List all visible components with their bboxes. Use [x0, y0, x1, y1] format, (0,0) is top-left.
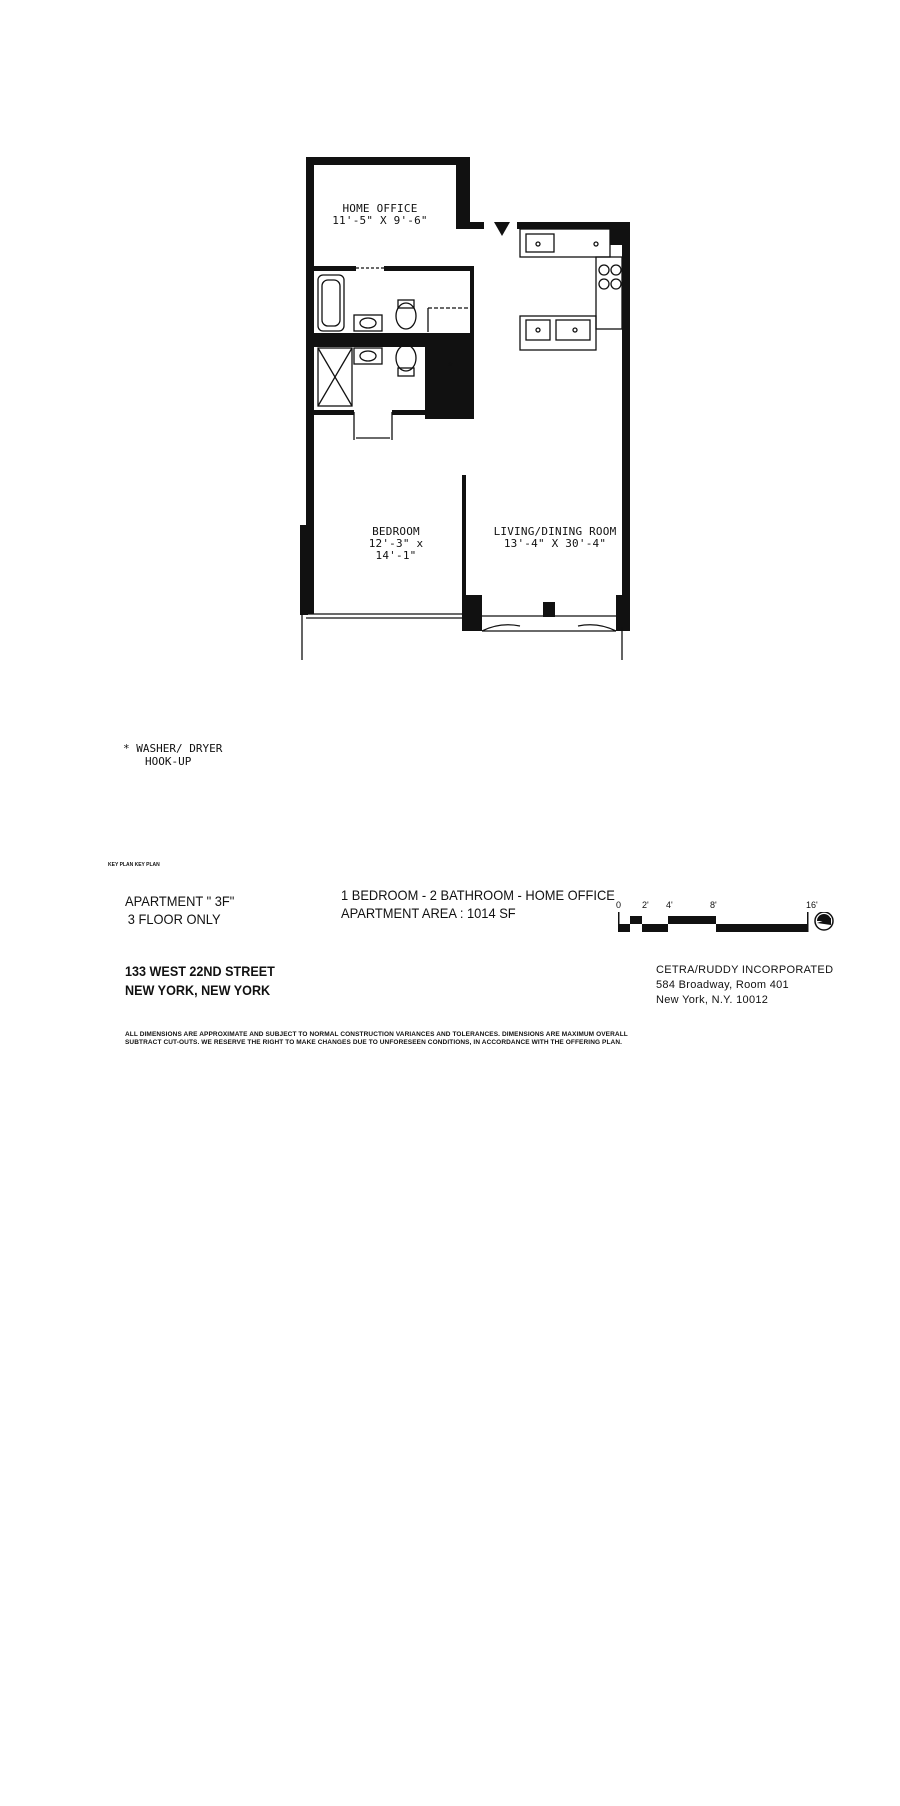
disclaimer-line1: ALL DIMENSIONS ARE APPROXIMATE AND SUBJECT TO NORMAL CONSTRUCTION VARIANCES AND TOLERANCES. DIMENSIONS ARE MAXIMUM OVERALL	[125, 1031, 628, 1038]
wall-top-office	[306, 157, 470, 165]
scale-tick-label: 0	[616, 900, 622, 910]
firm-city: New York, N.Y. 10012	[656, 994, 769, 1006]
address-city: NEW YORK, NEW YORK	[125, 982, 271, 998]
washer-dryer-note	[123, 742, 222, 768]
room-dimensions: 11'-5" X 9'-6"	[332, 214, 428, 227]
apartment-name: APARTMENT " 3F"	[125, 893, 235, 909]
wall-office-bath-b	[384, 266, 474, 271]
property-address	[125, 962, 275, 1000]
room-name: BEDROOM	[372, 525, 420, 538]
key-plan-caption: KEY PLAN KEY PLAN	[108, 862, 160, 868]
wall-bath-right	[470, 266, 474, 419]
apartment-id	[125, 892, 234, 928]
toilet-2	[396, 345, 416, 371]
wall-bedroom-top-b	[392, 410, 428, 415]
pier-left	[462, 595, 482, 631]
room-dimensions: 12'-3" x 14'-1"	[368, 537, 424, 562]
entry-arrow	[494, 222, 510, 236]
wall-office-bath-a	[314, 266, 356, 271]
room-living-dining	[488, 526, 622, 550]
washer-dryer-marker: *	[448, 359, 453, 373]
scale-bar	[614, 900, 834, 940]
stove-burner-4	[611, 279, 621, 289]
stove-burner-2	[611, 265, 621, 275]
scale-bar-graphic	[614, 912, 834, 940]
room-dimensions: 13'-4" X 30'-4"	[503, 537, 607, 550]
kitchen-counter-top	[520, 229, 610, 257]
stove-burner-3	[599, 279, 609, 289]
pier-right	[616, 595, 630, 631]
floor-plan	[0, 0, 900, 700]
wall-office-right-pier	[456, 157, 470, 229]
disclaimer-line2: SUBTRACT CUT-OUTS. WE RESERVE THE RIGHT TO MAKE CHANGES DUE TO UNFORESEEN CONDITIONS, IN ACCORDANCE WITH THE OFFERING PLAN.	[125, 1039, 623, 1046]
apartment-floor: 3 FLOOR ONLY	[127, 911, 221, 927]
scale-tick-label: 2'	[642, 900, 649, 910]
wall-top-living	[517, 222, 630, 229]
toilet-1	[396, 303, 416, 329]
disclaimer	[125, 1031, 628, 1047]
room-home-office	[330, 203, 430, 227]
north-arrow-icon	[815, 912, 833, 930]
scale-tick-label: 8'	[710, 900, 717, 910]
wall-right	[622, 222, 630, 627]
room-name: LIVING/DINING ROOM	[493, 525, 617, 538]
stove-burner-1	[599, 265, 609, 275]
pier-mid	[543, 602, 555, 617]
scale-tick-label: 4'	[666, 900, 673, 910]
scale-tick-label: 16'	[806, 900, 818, 910]
wall-shaft	[425, 333, 473, 419]
room-bedroom	[346, 526, 446, 562]
firm-street: 584 Broadway, Room 401	[656, 979, 789, 991]
room-name: HOME OFFICE	[342, 202, 418, 215]
wall-left-bump	[300, 525, 308, 615]
architect-firm	[656, 963, 833, 1008]
wall-bedroom-living	[462, 475, 466, 595]
wall-bedroom-top-a	[314, 410, 354, 415]
kitchen-corner	[610, 229, 622, 245]
address-street: 133 WEST 22ND STREET	[125, 963, 275, 979]
washer-note-line1: * WASHER/ DRYER	[123, 742, 223, 755]
wall-entry-ledge	[456, 222, 484, 229]
firm-name: CETRA/RUDDY INCORPORATED	[656, 964, 834, 976]
washer-note-line2: HOOK-UP	[145, 755, 192, 768]
apartment-summary	[341, 886, 615, 922]
apartment-type: 1 BEDROOM - 2 BATHROOM - HOME OFFICE	[341, 887, 615, 903]
apartment-area: APARTMENT AREA : 1014 SF	[341, 905, 516, 921]
kitchen-island	[520, 316, 596, 350]
